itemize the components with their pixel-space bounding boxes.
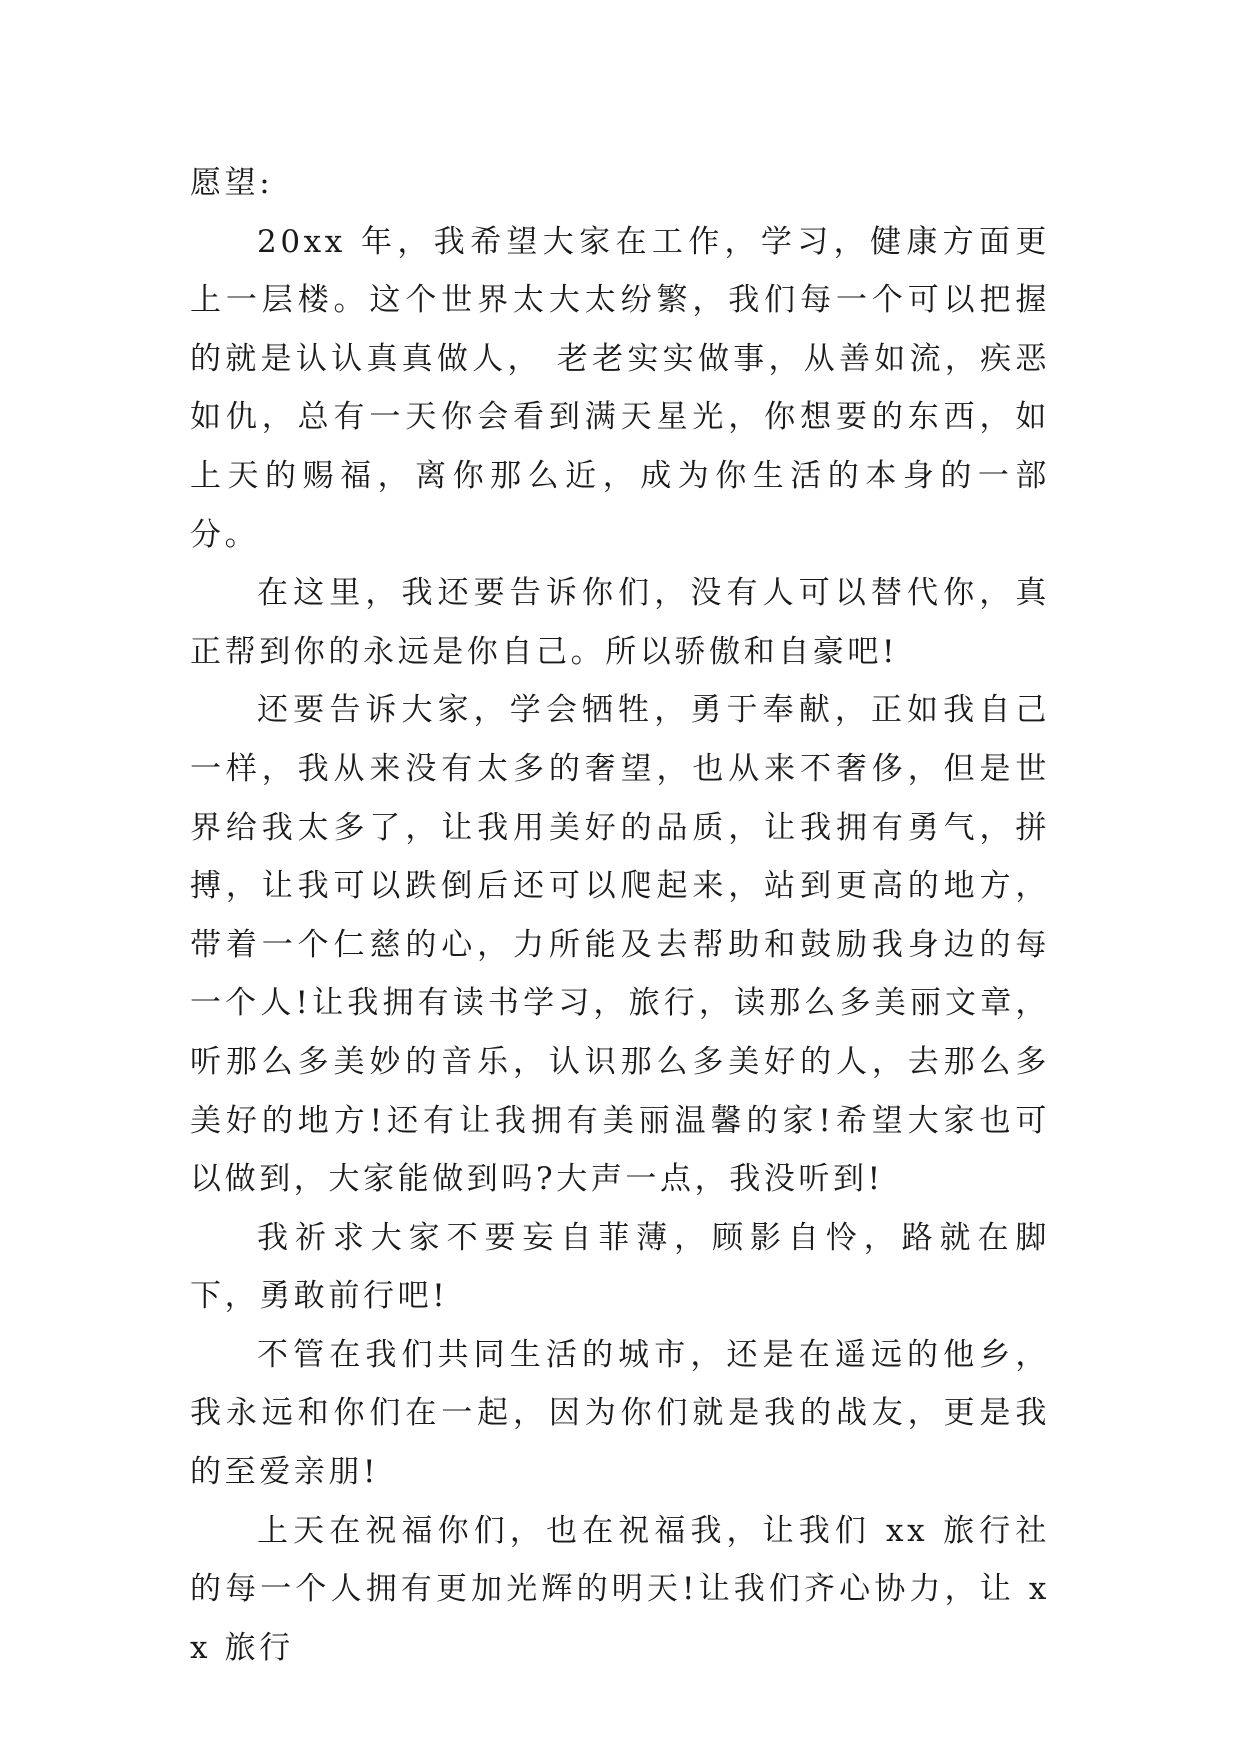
paragraph-courage: 我祈求大家不要妄自菲薄，顾影自怜，路就在脚下，勇敢前行吧! [190, 1219, 1050, 1315]
document-body [190, 154, 1050, 1677]
paragraph-blessing: 上天在祝福你们，也在祝福我，让我们 xx 旅行社的每一个人拥有更加光辉的明天!让我们齐心协力，让 xx 旅行 [190, 1512, 1050, 1666]
paragraph-sacrifice: 还要告诉大家，学会牺牲，勇于奉献，正如我自己一样，我从来没有太多的奢望，也从来不奢侈，但是世界给我太多了，让我用美好的品质，让我拥有勇气，拼搏，让我可以跌倒后还可以爬起来，站到更高的地方，带着一个仁慈的心，力所能及去帮助和鼓励我身边的每一个人!让我拥有读书学习，旅行，读那么多美丽文章，听那么多美妙的音乐，认识那么多美好的人，去那么多美好的地方!还有让我拥有美丽温馨的家!希望大家也可以做到，大家能做到吗?大声一点，我没听到! [190, 692, 1050, 1198]
paragraph-self-reliance: 在这里，我还要告诉你们，没有人可以替代你，真正帮到你的永远是你自己。所以骄傲和自豪吧! [190, 575, 1050, 670]
paragraph-heading: 愿望: [190, 165, 274, 201]
paragraph-together: 不管在我们共同生活的城市，还是在遥远的他乡，我永远和你们在一起，因为你们就是我的战友，更是我的至爱亲朋! [190, 1336, 1050, 1491]
paragraph-wishes: 20xx 年，我希望大家在工作，学习，健康方面更上一层楼。这个世界太大太纷繁，我们每一个可以把握的就是认认真真做人， 老老实实做事，从善如流，疾恶如仇，总有一天你会看到满天星光，你想要的东西，如上天的赐福，离你那么近，成为你生活的本身的一部分。 [190, 223, 1050, 553]
